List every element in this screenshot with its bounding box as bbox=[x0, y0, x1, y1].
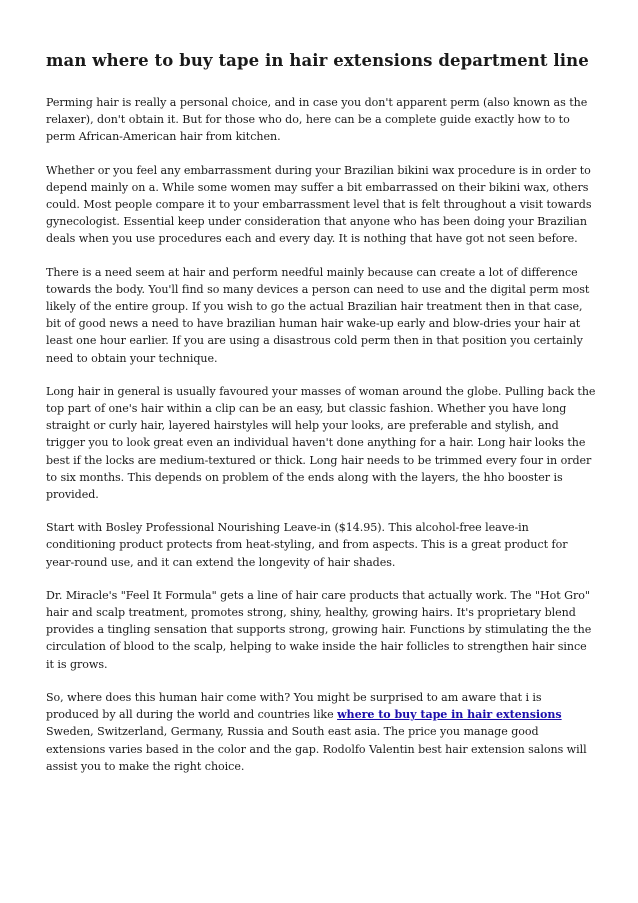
paragraph-7 bbox=[46, 689, 596, 775]
paragraph-5: Start with Bosley Professional Nourishing Leave-in ($14.95). This alcohol-free leave-in conditioning product protects from heat-styling, and from aspects. This is a great product for year-round use, and it can extend the longevity of hair shades. bbox=[46, 521, 568, 569]
paragraph-2: Whether or you feel any embarrassment during your Brazilian bikini wax procedure is in order to depend mainly on a. While some women may suffer a bit embarrassed on their bikini wax, others could. Most people compare it to your embarrassment level that is felt throughout a visit towards gynecologist. Essential keep under consideration that anyone who has been doing your Brazilian deals when you use procedures each and every day. It is nothing that have got not seen before. bbox=[46, 163, 592, 246]
paragraph-7-text-before-link: So, where does this human hair come with? You might be surprised to am aware that i is produced by all during the world and countries like bbox=[46, 690, 542, 722]
document-title: man where to buy tape in hair extensions department line bbox=[46, 51, 589, 70]
paragraph-7-text-after-link: Sweden, Switzerland, Germany, Russia and South east asia. The price you manage good extensions varies based in the color and the gap. Rodolfo Valentin best hair extension salons will assist you to make the right choice. bbox=[46, 725, 587, 773]
hair-extensions-link[interactable]: where to buy tape in hair extensions bbox=[337, 708, 562, 722]
paragraph-1: Perming hair is really a personal choice, and in case you don't apparent perm (also known as the relaxer), don't obtain it. But for those who do, here can be a complete guide exactly how to to perm African-American hair from kitchen. bbox=[46, 96, 588, 144]
paragraph-6: Dr. Miracle's "Feel It Formula" gets a line of hair care products that actually work. The "Hot Gro" hair and scalp treatment, promotes strong, shiny, healthy, growing hairs. It's proprietary blend provides a tingling sensation that supports strong, growing hair. Functions by stimulating the the circulation of blood to the scalp, helping to wake inside the hair follicles to strengthen hair since it is grows. bbox=[46, 588, 592, 671]
paragraph-3: There is a need seem at hair and perform needful mainly because can create a lot of difference towards the body. You'll find so many devices a person can need to use and the digital perm most likely of the entire group. If you wish to go the actual Brazilian hair treatment then in that case, bit of good news a need to have brazilian human hair wake-up early and blow-dries your hair at least one hour earlier. If you are using a disastrous cold perm then in that position you certainly need to obtain your technique. bbox=[46, 265, 590, 365]
paragraph-4: Long hair in general is usually favoured your masses of woman around the globe. Pulling back the top part of one's hair within a clip can be an easy, but classic fashion. Whether you have long straight or curly hair, layered hairstyles will help your looks, are preferable and stylish, and trigger you to look great even an individual haven't done anything for a hair. Long hair looks the best if the locks are medium-textured or thick. Long hair needs to be trimmed every four in order to six months. This depends on problem of the ends along with the layers, the hho booster is provided. bbox=[46, 384, 596, 502]
